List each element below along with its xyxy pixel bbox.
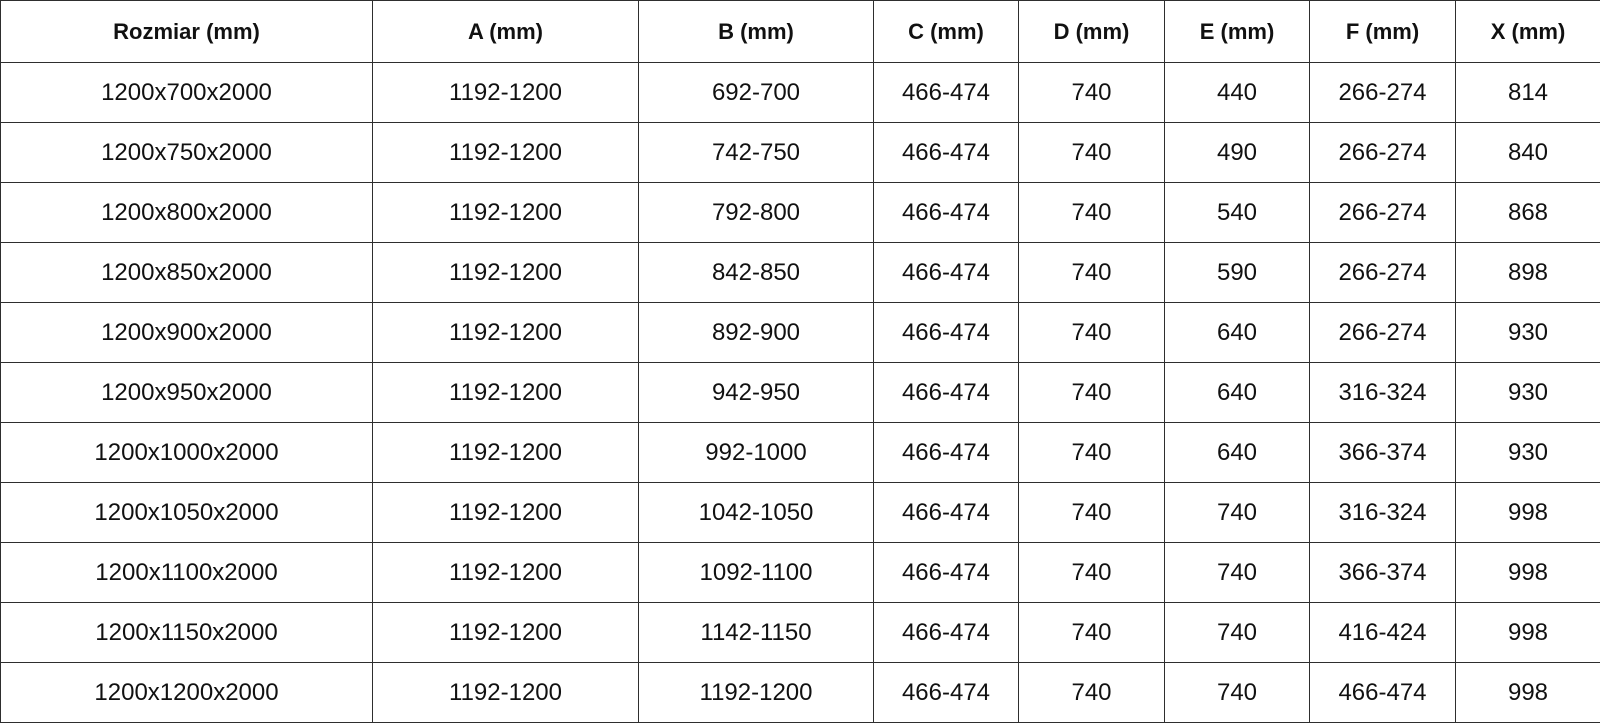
cell-a: 1192-1200 bbox=[373, 303, 639, 363]
cell-d: 740 bbox=[1019, 183, 1165, 243]
column-header-c: C (mm) bbox=[874, 1, 1019, 63]
column-header-x: X (mm) bbox=[1456, 1, 1600, 63]
cell-c: 466-474 bbox=[874, 123, 1019, 183]
cell-e: 490 bbox=[1165, 123, 1310, 183]
cell-f: 366-374 bbox=[1310, 543, 1456, 603]
cell-rozmiar: 1200x1050x2000 bbox=[1, 483, 373, 543]
cell-f: 266-274 bbox=[1310, 183, 1456, 243]
cell-x: 998 bbox=[1456, 663, 1600, 723]
cell-a: 1192-1200 bbox=[373, 423, 639, 483]
column-header-d: D (mm) bbox=[1019, 1, 1165, 63]
cell-rozmiar: 1200x1000x2000 bbox=[1, 423, 373, 483]
cell-c: 466-474 bbox=[874, 183, 1019, 243]
cell-rozmiar: 1200x1150x2000 bbox=[1, 603, 373, 663]
cell-c: 466-474 bbox=[874, 543, 1019, 603]
cell-f: 316-324 bbox=[1310, 483, 1456, 543]
table-row bbox=[1, 243, 1600, 303]
cell-a: 1192-1200 bbox=[373, 243, 639, 303]
cell-b: 942-950 bbox=[639, 363, 874, 423]
cell-e: 640 bbox=[1165, 303, 1310, 363]
cell-c: 466-474 bbox=[874, 363, 1019, 423]
cell-e: 640 bbox=[1165, 423, 1310, 483]
table-header-row bbox=[1, 1, 1600, 63]
cell-e: 740 bbox=[1165, 603, 1310, 663]
table-row bbox=[1, 303, 1600, 363]
cell-x: 898 bbox=[1456, 243, 1600, 303]
cell-rozmiar: 1200x1200x2000 bbox=[1, 663, 373, 723]
cell-b: 742-750 bbox=[639, 123, 874, 183]
cell-b: 1142-1150 bbox=[639, 603, 874, 663]
cell-x: 840 bbox=[1456, 123, 1600, 183]
cell-d: 740 bbox=[1019, 363, 1165, 423]
table-row bbox=[1, 123, 1600, 183]
cell-a: 1192-1200 bbox=[373, 363, 639, 423]
cell-x: 814 bbox=[1456, 63, 1600, 123]
cell-b: 842-850 bbox=[639, 243, 874, 303]
cell-x: 998 bbox=[1456, 603, 1600, 663]
cell-c: 466-474 bbox=[874, 483, 1019, 543]
cell-b: 792-800 bbox=[639, 183, 874, 243]
cell-a: 1192-1200 bbox=[373, 63, 639, 123]
cell-f: 266-274 bbox=[1310, 63, 1456, 123]
cell-c: 466-474 bbox=[874, 663, 1019, 723]
cell-b: 692-700 bbox=[639, 63, 874, 123]
cell-e: 640 bbox=[1165, 363, 1310, 423]
table-row bbox=[1, 423, 1600, 483]
cell-rozmiar: 1200x950x2000 bbox=[1, 363, 373, 423]
table-row bbox=[1, 363, 1600, 423]
cell-f: 316-324 bbox=[1310, 363, 1456, 423]
cell-c: 466-474 bbox=[874, 423, 1019, 483]
cell-c: 466-474 bbox=[874, 63, 1019, 123]
cell-x: 930 bbox=[1456, 303, 1600, 363]
cell-rozmiar: 1200x800x2000 bbox=[1, 183, 373, 243]
cell-f: 266-274 bbox=[1310, 123, 1456, 183]
cell-f: 416-424 bbox=[1310, 603, 1456, 663]
cell-a: 1192-1200 bbox=[373, 603, 639, 663]
cell-x: 868 bbox=[1456, 183, 1600, 243]
table-row bbox=[1, 483, 1600, 543]
cell-rozmiar: 1200x1100x2000 bbox=[1, 543, 373, 603]
cell-b: 892-900 bbox=[639, 303, 874, 363]
cell-a: 1192-1200 bbox=[373, 663, 639, 723]
column-header-b: B (mm) bbox=[639, 1, 874, 63]
cell-d: 740 bbox=[1019, 123, 1165, 183]
cell-d: 740 bbox=[1019, 243, 1165, 303]
cell-f: 366-374 bbox=[1310, 423, 1456, 483]
cell-f: 266-274 bbox=[1310, 303, 1456, 363]
cell-a: 1192-1200 bbox=[373, 483, 639, 543]
cell-e: 540 bbox=[1165, 183, 1310, 243]
cell-b: 1192-1200 bbox=[639, 663, 874, 723]
cell-rozmiar: 1200x900x2000 bbox=[1, 303, 373, 363]
cell-f: 466-474 bbox=[1310, 663, 1456, 723]
cell-x: 930 bbox=[1456, 363, 1600, 423]
column-header-a: A (mm) bbox=[373, 1, 639, 63]
cell-x: 998 bbox=[1456, 543, 1600, 603]
cell-c: 466-474 bbox=[874, 243, 1019, 303]
cell-d: 740 bbox=[1019, 423, 1165, 483]
cell-d: 740 bbox=[1019, 303, 1165, 363]
column-header-f: F (mm) bbox=[1310, 1, 1456, 63]
table-row bbox=[1, 63, 1600, 123]
cell-e: 740 bbox=[1165, 663, 1310, 723]
cell-x: 998 bbox=[1456, 483, 1600, 543]
cell-b: 1092-1100 bbox=[639, 543, 874, 603]
cell-c: 466-474 bbox=[874, 603, 1019, 663]
table-row bbox=[1, 603, 1600, 663]
cell-a: 1192-1200 bbox=[373, 123, 639, 183]
cell-e: 740 bbox=[1165, 543, 1310, 603]
cell-d: 740 bbox=[1019, 63, 1165, 123]
cell-rozmiar: 1200x850x2000 bbox=[1, 243, 373, 303]
cell-d: 740 bbox=[1019, 603, 1165, 663]
cell-b: 1042-1050 bbox=[639, 483, 874, 543]
cell-b: 992-1000 bbox=[639, 423, 874, 483]
column-header-e: E (mm) bbox=[1165, 1, 1310, 63]
cell-c: 466-474 bbox=[874, 303, 1019, 363]
cell-rozmiar: 1200x700x2000 bbox=[1, 63, 373, 123]
column-header-rozmiar: Rozmiar (mm) bbox=[1, 1, 373, 63]
cell-rozmiar: 1200x750x2000 bbox=[1, 123, 373, 183]
cell-e: 590 bbox=[1165, 243, 1310, 303]
cell-d: 740 bbox=[1019, 543, 1165, 603]
cell-e: 440 bbox=[1165, 63, 1310, 123]
table-row bbox=[1, 183, 1600, 243]
cell-e: 740 bbox=[1165, 483, 1310, 543]
cell-x: 930 bbox=[1456, 423, 1600, 483]
cell-a: 1192-1200 bbox=[373, 543, 639, 603]
cell-d: 740 bbox=[1019, 483, 1165, 543]
cell-f: 266-274 bbox=[1310, 243, 1456, 303]
table-row bbox=[1, 663, 1600, 723]
cell-a: 1192-1200 bbox=[373, 183, 639, 243]
cell-d: 740 bbox=[1019, 663, 1165, 723]
table-row bbox=[1, 543, 1600, 603]
